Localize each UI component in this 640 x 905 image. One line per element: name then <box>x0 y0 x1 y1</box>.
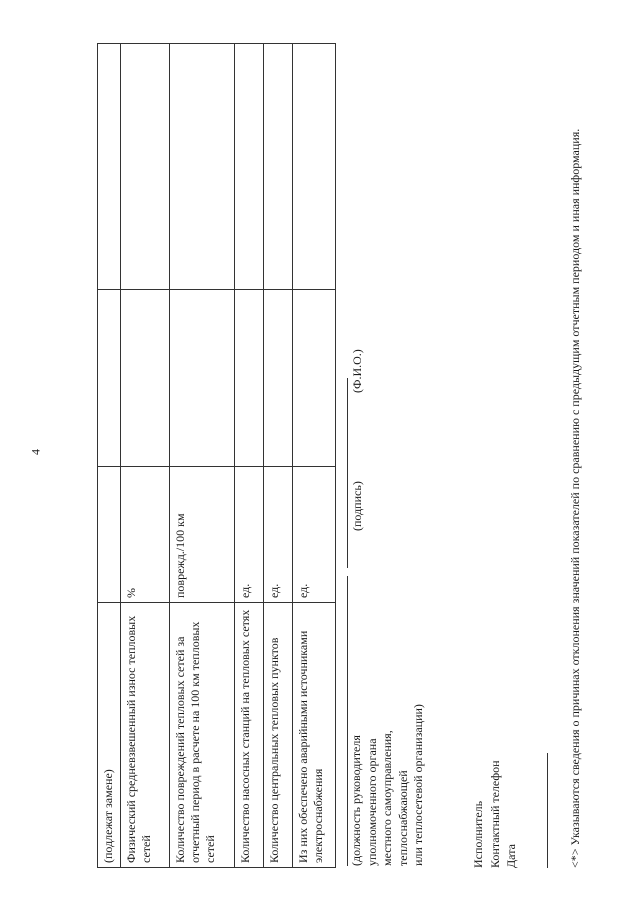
indicator-unit: % <box>121 467 170 603</box>
indicator-unit: поврежд./100 км <box>170 467 235 603</box>
indicator-value-cell <box>98 290 121 467</box>
indicator-name: Физический средневзвешенный износ тепловых сетей <box>121 603 170 868</box>
footnote: <*> Указываются сведения о причинах отклонения значений показателей по сравнению с предыдущим отчетным периодом и иная информация. <box>568 128 582 868</box>
position-caption-line: (должность руководителя <box>349 735 363 866</box>
footnote-rule <box>547 753 548 868</box>
date-label: Дата <box>504 844 518 868</box>
position-caption-line: местного самоуправления, <box>380 730 394 866</box>
fio-line <box>347 378 348 568</box>
indicator-name: Количество насосных станций на тепловых сетях <box>235 603 264 868</box>
indicator-name: (подлежат замене) <box>98 603 121 868</box>
page-number: 4 <box>28 449 43 455</box>
indicator-value-cell <box>235 290 264 467</box>
signature-line <box>347 576 348 866</box>
indicator-unit: ед. <box>235 467 264 603</box>
indicators-table <box>97 43 336 868</box>
indicator-unit <box>98 467 121 603</box>
indicator-value-cell <box>98 44 121 290</box>
indicator-name: Количество центральных тепловых пунктов <box>264 603 293 868</box>
table-row <box>121 44 170 868</box>
signature-block <box>337 58 457 868</box>
indicator-value-cell <box>293 290 336 467</box>
indicator-unit: ед. <box>264 467 293 603</box>
position-caption-line: уполномоченного органа <box>364 738 379 866</box>
fio-caption: (Ф.И.О.) <box>350 349 364 393</box>
position-caption <box>349 704 427 866</box>
indicator-value-cell <box>170 44 235 290</box>
indicator-value-cell <box>235 44 264 290</box>
indicator-value-cell <box>264 290 293 467</box>
contacts-block <box>470 760 520 868</box>
table-row <box>235 44 264 868</box>
indicator-value-cell <box>121 290 170 467</box>
position-caption-line: теплоснабжающей <box>395 770 410 866</box>
indicator-unit: ед. <box>293 467 336 603</box>
table-row <box>170 44 235 868</box>
indicator-value-cell <box>170 290 235 467</box>
indicator-name: Количество повреждений тепловых сетей за отчетный период в расчете на 100 км тепловых сетей <box>170 603 235 868</box>
indicator-name: Из них обеспечено аварийными источниками электроснабжения <box>293 603 336 868</box>
indicator-value-cell <box>293 44 336 290</box>
position-caption-line: или теплосетевой организации) <box>411 704 425 866</box>
rotated-sheet <box>40 38 610 868</box>
table-row <box>293 44 336 868</box>
table-row <box>264 44 293 868</box>
indicator-value-cell <box>264 44 293 290</box>
indicator-value-cell <box>121 44 170 290</box>
table-row <box>98 44 121 868</box>
signature-caption: (подпись) <box>350 481 364 531</box>
phone-label: Контактный телефон <box>487 760 502 868</box>
executor-label: Исполнитель <box>471 800 485 868</box>
